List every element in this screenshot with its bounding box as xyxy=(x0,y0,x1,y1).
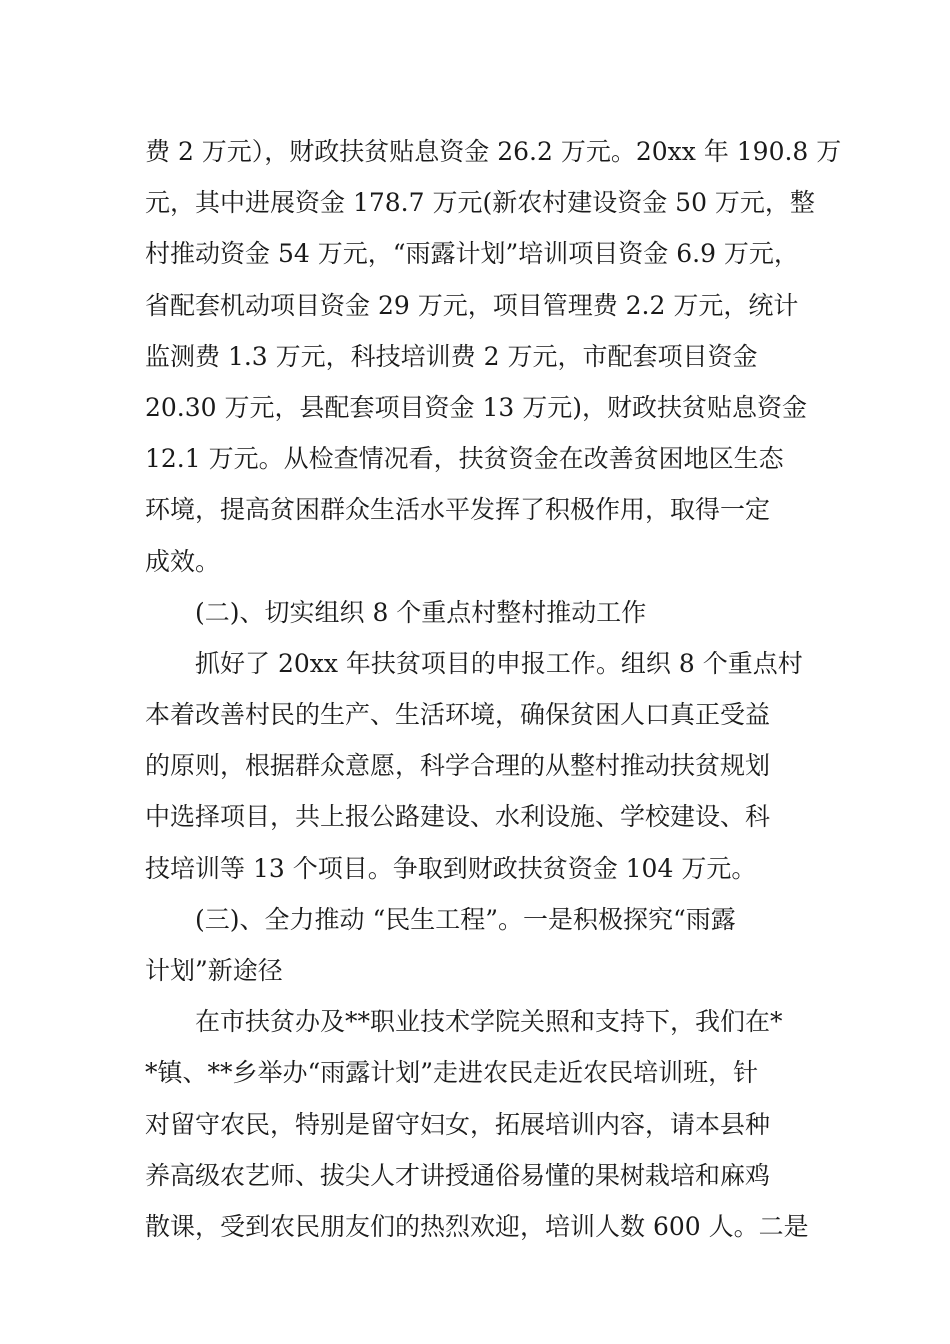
text-line: 本着改善村民的生产、生活环境，确保贫困人口真正受益 xyxy=(145,700,771,730)
text-line: 村推动资金 54 万元，“雨露计划”培训项目资金 6.9 万元， xyxy=(145,239,799,269)
text-line: 中选择项目，共上报公路建设、水利设施、学校建设、科 xyxy=(145,802,771,832)
section-heading-continued: 计划”新途径 xyxy=(145,956,283,985)
section-heading: (三)、全力推动 “民生工程”。一是积极探究“雨露 xyxy=(195,904,736,934)
text-line: 对留守农民，特别是留守妇女，拓展培训内容，请本县种 xyxy=(145,1109,771,1139)
text-line: 监测费 1.3 万元，科技培训费 2 万元，市配套项目资金 xyxy=(145,341,758,371)
text-line: 的原则，根据群众意愿，科学合理的从整村推动扶贫规划 xyxy=(145,751,771,781)
text-line: 环境，提高贫困群众生活水平发挥了积极作用，取得一定 xyxy=(145,495,771,525)
document-body xyxy=(145,126,842,1252)
section-heading: (二)、切实组织 8 个重点村整村推动工作 xyxy=(195,597,647,627)
text-line: 元，其中进展资金 178.7 万元(新农村建设资金 50 万元，整 xyxy=(145,188,815,218)
text-line: 20.30 万元，县配套项目资金 13 万元)，财政扶贫贴息资金 xyxy=(145,392,807,422)
text-line: 12.1 万元。从检查情况看，扶贫资金在改善贫困地区生态 xyxy=(145,444,784,474)
text-line: 成效。 xyxy=(145,546,221,576)
text-line: 费 2 万元），财政扶贫贴息资金 26.2 万元。20xx 年 190.8 万 xyxy=(145,137,842,166)
text-line: 养高级农艺师、拔尖人才讲授通俗易懂的果树栽培和麻鸡 xyxy=(145,1160,771,1190)
text-line: 技培训等 13 个项目。争取到财政扶贫资金 104 万元。 xyxy=(145,853,757,883)
text-line: 抓好了 20xx 年扶贫项目的申报工作。组织 8 个重点村 xyxy=(195,648,803,678)
text-line: 省配套机动项目资金 29 万元，项目管理费 2.2 万元，统计 xyxy=(145,290,799,320)
text-line: 在市扶贫办及**职业技术学院关照和支持下，我们在* xyxy=(195,1007,783,1037)
text-line: 散课，受到农民朋友们的热烈欢迎，培训人数 600 人。二是 xyxy=(145,1211,809,1241)
text-line: *镇、**乡举办“雨露计划”走进农民走近农民培训班，针 xyxy=(145,1058,759,1088)
